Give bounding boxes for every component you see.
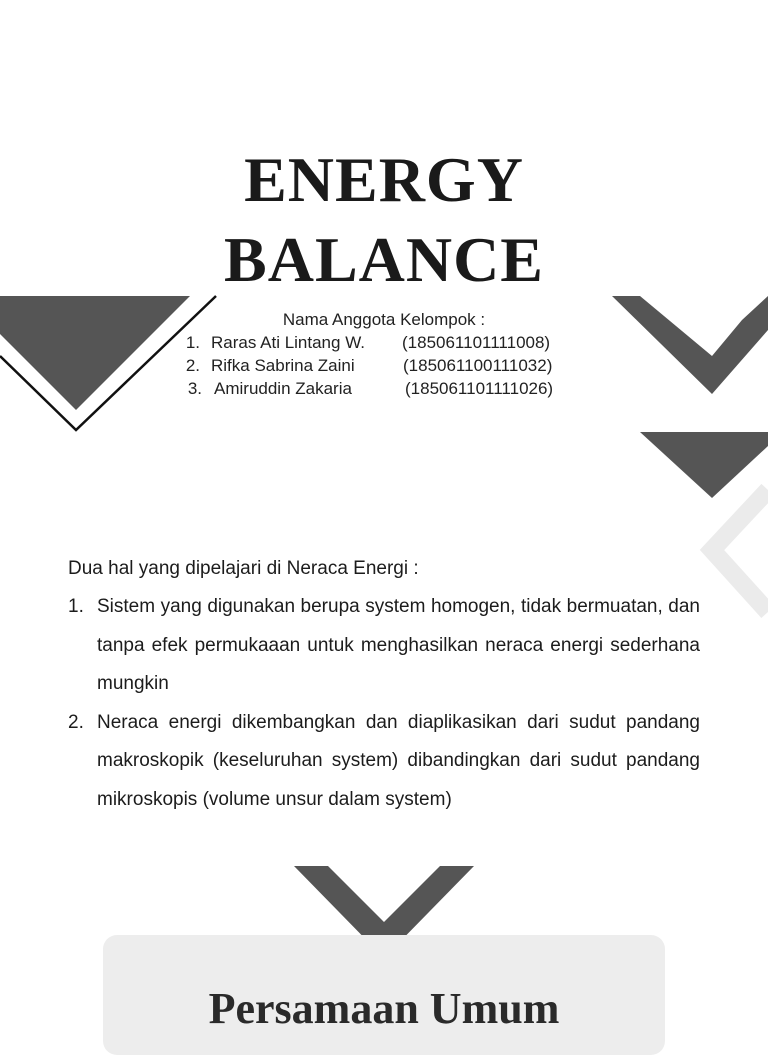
- list-text: Neraca energi dikembangkan dan diaplikasikan dari sudut pandang makroskopik (keseluruhan system) dibandingkan dari sudut pandang mikroskopis (volume unsur dalam system): [97, 711, 700, 810]
- section-title: Persamaan Umum: [208, 984, 560, 1033]
- member-nim: (185061100111032): [403, 356, 553, 375]
- member-row-3: [0, 377, 768, 400]
- list-item: [68, 588, 700, 704]
- member-nim: (185061101111008): [402, 333, 551, 352]
- members-block: [0, 309, 768, 398]
- list-text: Sistem yang digunakan berupa system homogen, tidak bermuatan, dan tanpa efek permukaaan untuk menghasilkan neraca energi sederhana mungkin: [97, 596, 700, 694]
- intro-text: Dua hal yang dipelajari di Neraca Energi :: [68, 558, 419, 579]
- page-title: [0, 140, 768, 300]
- title-line-2: BALANCE: [224, 224, 544, 295]
- member-number: 3.: [187, 379, 202, 398]
- member-name: Rifka Sabrina Zaini: [211, 356, 355, 375]
- member-row-1: [0, 331, 768, 354]
- member-nim: (185061101111026): [405, 379, 554, 398]
- right-dark-chevron: [640, 432, 768, 498]
- list-number: 1.: [68, 596, 84, 617]
- member-number: 1.: [185, 333, 200, 352]
- list-number: 2.: [68, 711, 84, 733]
- member-name: Amiruddin Zakaria: [214, 379, 352, 398]
- points-list: [68, 588, 700, 819]
- member-row-2: [0, 354, 768, 377]
- member-number: 2.: [185, 356, 200, 375]
- list-item: [68, 704, 700, 820]
- title-slide: [0, 0, 768, 432]
- title-line-1: ENERGY: [244, 144, 524, 215]
- content-slide: [68, 550, 700, 819]
- right-light-diamond: [712, 490, 768, 612]
- members-header: Nama Anggota Kelompok :: [282, 310, 486, 329]
- member-name: Raras Ati Lintang W.: [211, 333, 366, 352]
